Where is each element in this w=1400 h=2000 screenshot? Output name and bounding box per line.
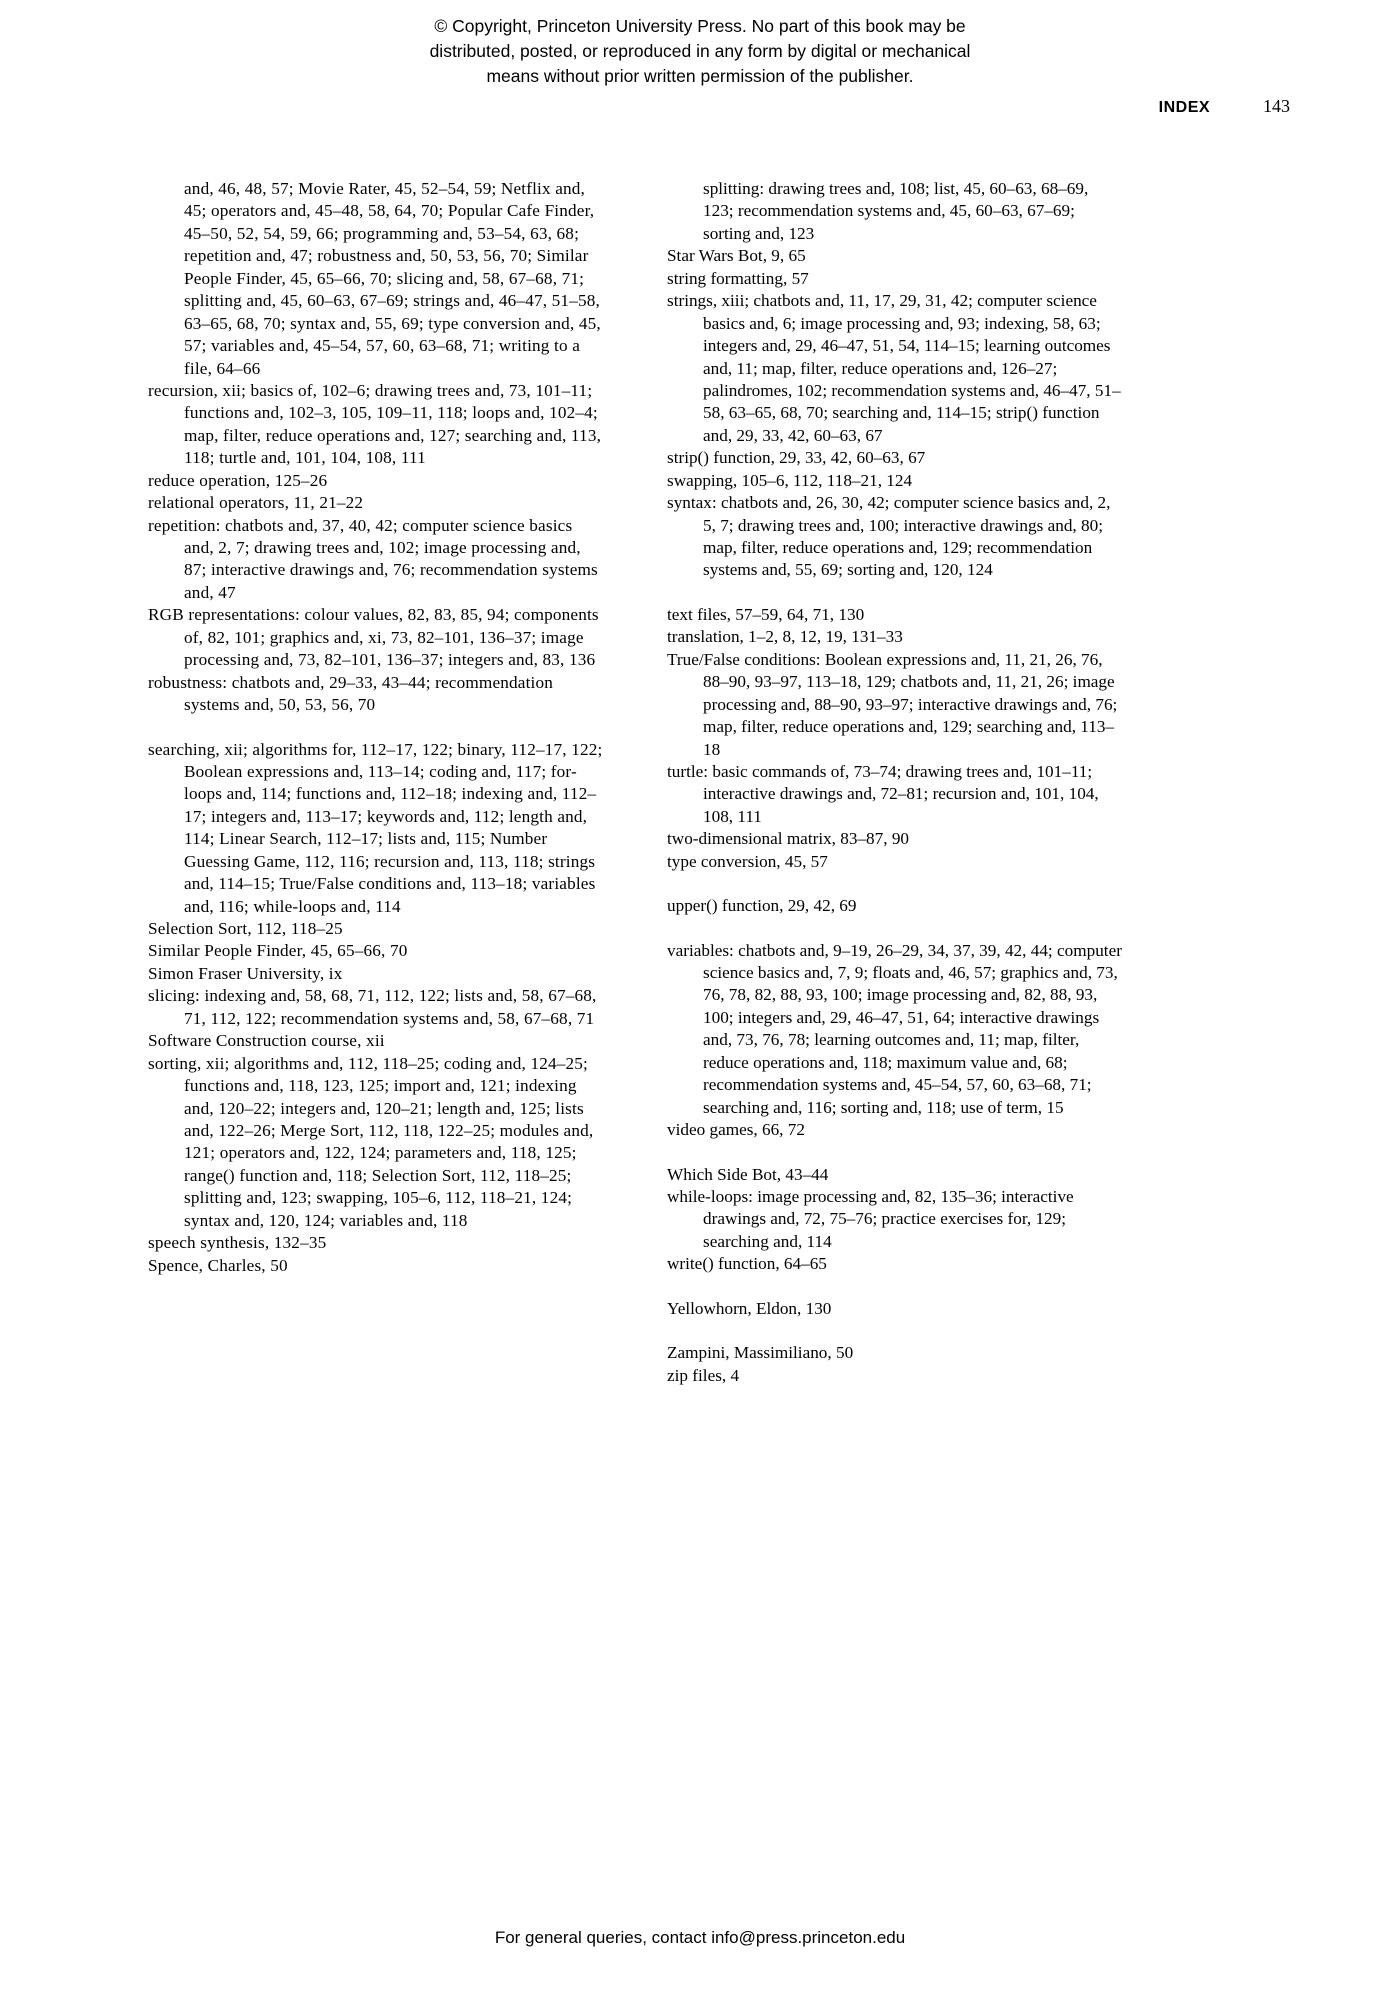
index-entry: swapping, 105–6, 112, 118–21, 124 — [667, 470, 913, 490]
index-entry: Which Side Bot, 43–44 — [667, 1164, 829, 1184]
letter-group-gap — [667, 918, 1122, 940]
index-entry: turtle: basic commands of, 73–74; drawing trees and, 101–11; interactive drawings and, 72–81; recursion and, 101, 104, 108, 111 — [667, 761, 1099, 826]
letter-group-gap — [667, 873, 1122, 895]
letter-group-gap — [148, 717, 603, 739]
index-entry: strip() function, 29, 33, 42, 60–63, 67 — [667, 448, 926, 468]
index-entry: syntax: chatbots and, 26, 30, 42; computer science basics and, 2, 5, 7; drawing trees and, 100; interactive drawings and, 80; map, filter, reduce operations and, 129; recommendation systems and, 55, 69; sorting and, 120, 124 — [667, 493, 1111, 580]
index-entry: string formatting, 57 — [667, 268, 809, 288]
index-entry: reduce operation, 125–26 — [148, 470, 328, 490]
index-entry: two-dimensional matrix, 83–87, 90 — [667, 829, 910, 849]
letter-group-gap — [667, 1142, 1122, 1164]
index-entry: Software Construction course, xii — [148, 1031, 385, 1051]
index-entry: relational operators, 11, 21–22 — [148, 493, 364, 513]
index-entry: video games, 66, 72 — [667, 1120, 805, 1140]
running-head-label: INDEX — [1158, 99, 1211, 116]
letter-group-gap — [667, 582, 1122, 604]
running-head — [1159, 96, 1290, 117]
index-column-left — [148, 178, 603, 1387]
index-entry: type conversion, 45, 57 — [667, 851, 828, 871]
index-entry: Selection Sort, 112, 118–25 — [148, 919, 343, 938]
index-entry: robustness: chatbots and, 29–33, 43–44; recommendation systems and, 50, 53, 56, 70 — [148, 672, 554, 715]
index-entry: strings, xiii; chatbots and, 11, 17, 29, 31, 42; computer science basics and, 6; image processing and, 93; indexing, 58, 63; integers and, 29, 46–47, 51, 54, 114–15; learning outcomes and, 11; map, filter, reduce operations and, 126–27; palindromes, 102; recommendation systems and, 46–47, 51–58, 63–65, 68, 70; searching and, 114–15; strip() function and, 29, 33, 42, 60–63, 67 — [667, 291, 1121, 445]
copyright-line-1: © Copyright, Princeton University Press. No part of this book may be — [434, 16, 966, 36]
index-entry: Simon Fraser University, ix — [148, 963, 343, 983]
index-columns — [148, 178, 1253, 1387]
index-entry: True/False conditions: Boolean expressions and, 11, 21, 26, 76, 88–90, 93–97, 113–18, 129; chatbots and, 11, 21, 26; image processing and, 88–90, 93–97; interactive drawings and, 76; map, filter, reduce operations and, 129; searching and, 113–18 — [667, 649, 1118, 759]
index-entry: sorting, xii; algorithms and, 112, 118–25; coding and, 124–25; functions and, 118, 123, 125; import and, 121; indexing and, 120–22; integers and, 120–21; length and, 125; lists and, 122–26; Merge Sort, 112, 118, 122–25; modules and, 121; operators and, 122, 124; parameters and, 118, 125; range() function and, 118; Selection Sort, 112, 118–25; splitting and, 123; swapping, 105–6, 112, 118–21, 124; syntax and, 120, 124; variables and, 118 — [148, 1053, 594, 1230]
index-entry: Spence, Charles, 50 — [148, 1255, 288, 1275]
index-entry: searching, xii; algorithms for, 112–17, 122; binary, 112–17, 122; Boolean expressions and, 113–14; coding and, 117; for-loops and, 114; functions and, 112–18; indexing and, 112–17; integers and, 113–17; keywords and, 112; length and, 114; Linear Search, 112–17; lists and, 115; Number Guessing Game, 112, 116; recursion and, 113, 118; strings and, 114–15; True/False conditions and, 113–18; variables and, 116; while-loops and, 114 — [148, 739, 603, 916]
index-entry: translation, 1–2, 8, 12, 19, 131–33 — [667, 627, 903, 647]
index-entry: write() function, 64–65 — [667, 1254, 827, 1274]
page-footer: For general queries, contact info@press.princeton.edu — [494, 1928, 906, 1947]
index-entry: and, 46, 48, 57; Movie Rater, 45, 52–54, 59; Netflix and, 45; operators and, 45–48, 58, 64, 70; Popular Cafe Finder, 45–50, 52, 54, 59, 66; programming and, 53–54, 63, 68; repetition and, 47; robustness and, 50, 53, 56, 70; Similar People Finder, 45, 65–66, 70; slicing and, 58, 67–68, 71; splitting and, 45, 60–63, 67–69; strings and, 46–47, 51–58, 63–65, 68, 70; syntax and, 55, 69; type conversion and, 45, 57; variables and, 45–54, 57, 60, 63–68, 71; writing to a file, 64–66 — [184, 179, 601, 378]
copyright-notice — [0, 14, 1400, 89]
index-entry: recursion, xii; basics of, 102–6; drawing trees and, 73, 101–11; functions and, 102–3, 105, 109–11, 118; loops and, 102–4; map, filter, reduce operations and, 127; searching and, 113, 118; turtle and, 101, 104, 108, 111 — [148, 380, 602, 468]
letter-group-gap — [667, 1276, 1122, 1298]
copyright-line-2: distributed, posted, or reproduced in any form by digital or mechanical — [429, 40, 971, 61]
index-column-right — [667, 178, 1122, 1387]
index-entry: speech synthesis, 132–35 — [148, 1233, 327, 1253]
index-entry: variables: chatbots and, 9–19, 26–29, 34, 37, 39, 42, 44; computer science basics and, 7, 9; floats and, 46, 57; graphics and, 73, 76, 78, 82, 88, 93, 100; image processing and, 82, 88, 93, 100; integers and, 29, 46–47, 51, 64; interactive drawings and, 73, 76, 78; learning outcomes and, 11; map, filter, reduce operations and, 118; maximum value and, 68; recommendation systems and, 45–54, 57, 60, 63–68, 71; searching and, 116; sorting and, 118; use of term, 15 — [667, 940, 1122, 1117]
letter-group-gap — [667, 1320, 1122, 1342]
index-entry: Similar People Finder, 45, 65–66, 70 — [148, 941, 408, 961]
index-entry: text files, 57–59, 64, 71, 130 — [667, 604, 865, 624]
index-entry: RGB representations: colour values, 82, 83, 85, 94; components of, 82, 101; graphics and, xi, 73, 82–101, 136–37; image processing and, 73, 82–101, 136–37; integers and, 83, 136 — [148, 605, 599, 670]
copyright-line-3: means without prior written permission of the publisher. — [486, 65, 914, 86]
index-entry: repetition: chatbots and, 37, 40, 42; computer science basics and, 2, 7; drawing trees and, 102; image processing and, 87; interactive drawings and, 76; recommendation systems and, 47 — [148, 515, 598, 602]
page-number: 143 — [1263, 96, 1290, 116]
index-entry: while-loops: image processing and, 82, 135–36; interactive drawings and, 72, 75–76; practice exercises for, 129; searching and, 114 — [667, 1186, 1074, 1251]
index-entry: slicing: indexing and, 58, 68, 71, 112, 122; lists and, 58, 67–68, 71, 112, 122; recommendation systems and, 58, 67–68, 71 — [148, 986, 597, 1028]
index-entry: Yellowhorn, Eldon, 130 — [667, 1298, 832, 1318]
index-entry: Zampini, Massimiliano, 50 — [667, 1343, 854, 1363]
index-entry: zip files, 4 — [667, 1365, 740, 1385]
index-entry: Star Wars Bot, 9, 65 — [667, 246, 806, 266]
index-entry: upper() function, 29, 42, 69 — [667, 896, 857, 916]
index-entry: splitting: drawing trees and, 108; list, 45, 60–63, 68–69, 123; recommendation systems and, 45, 60–63, 67–69; sorting and, 123 — [703, 179, 1089, 243]
